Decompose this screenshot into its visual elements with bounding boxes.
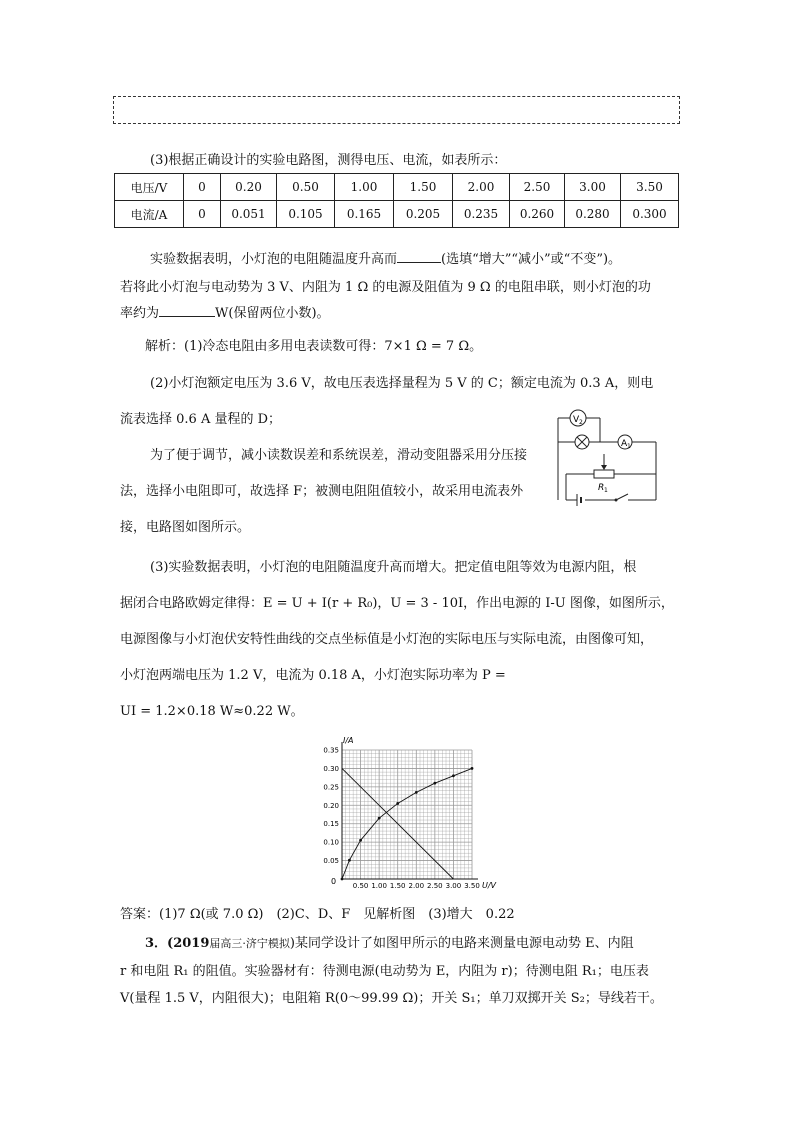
- data-point: [396, 802, 399, 805]
- table-cell: 0.205: [394, 201, 453, 228]
- next-question-line-1: [145, 932, 634, 951]
- y-tick-label: 0.15: [323, 820, 339, 829]
- resistor-label: R: [598, 483, 605, 493]
- next-question-line-2: r 和电阻 R₁ 的阻值。实验器材有：待测电源(电动势为 E，内阻为 r)；待测电阻 R₁；电压表: [120, 964, 649, 979]
- voltage-header: 电压/V: [115, 174, 184, 201]
- x-tick-label: 2.00: [408, 882, 425, 890]
- solution-2e: 接，电路图如图所示。: [120, 520, 251, 535]
- solution-3e: UI = 1.2×0.18 W≈0.22 W。: [120, 704, 304, 719]
- solution-3c: 电源图像与小灯泡伏安特性曲线的交点坐标值是小灯泡的实际电压与实际电流，由图像可知，: [120, 632, 654, 647]
- solution-2d: 法，选择小电阻即可，故选择 F；被测电阻阻值较小，故采用电流表外: [120, 484, 524, 499]
- question-line-2: 若将此小灯泡与电动势为 3 V、内阻为 1 Ω 的电源及阻值为 9 Ω 的电阻串联，则小灯泡的功: [120, 280, 651, 295]
- q3-intro: (3)根据正确设计的实验电路图，测得电压、电流，如表所示：: [150, 153, 507, 168]
- table-cell: 0.051: [221, 201, 277, 228]
- x-axis-label: U/V: [482, 881, 497, 890]
- y-axis-label: I/A: [343, 736, 354, 745]
- question-text: (选填“增大”“减小”或“不变”)。: [441, 252, 622, 267]
- data-point: [471, 767, 474, 770]
- data-point: [359, 839, 362, 842]
- x-tick-label: 1.00: [371, 882, 387, 890]
- table-cell: 2.00: [453, 174, 510, 201]
- current-header: 电流/A: [115, 201, 184, 228]
- answer-blank: [159, 304, 215, 317]
- origin-label: 0: [331, 877, 337, 886]
- solution-2a: (2)小灯泡额定电压为 3.6 V，故电压表选择量程为 5 V 的 C；额定电流为 0.3 A，则电: [150, 376, 654, 391]
- y-tick-label: 0.35: [323, 746, 339, 755]
- table-cell: 2.50: [510, 174, 565, 201]
- resistor-subscript: 1: [604, 487, 608, 494]
- question-number: 3．(2019: [145, 936, 210, 951]
- table-cell: 0.105: [277, 201, 335, 228]
- question-text: )某同学设计了如图甲所示的电路来测量电源电动势 E、内阻: [289, 936, 634, 951]
- table-cell: 0.260: [510, 201, 565, 228]
- x-tick-label: 2.50: [427, 882, 443, 890]
- y-tick-label: 0.20: [323, 801, 339, 810]
- solution-3d: 小灯泡两端电压为 1.2 V，电流为 0.18 A，小灯泡实际功率为 P =: [120, 668, 506, 683]
- table-cell: 1.00: [335, 174, 394, 201]
- table-cell: 0.20: [221, 174, 277, 201]
- chart-major-grid: [342, 742, 478, 879]
- data-point: [341, 878, 344, 881]
- solution-2b: 流表选择 0.6 A 量程的 D；: [120, 412, 282, 427]
- voltmeter-subscript: 2: [579, 419, 583, 426]
- data-point: [433, 782, 436, 785]
- table-row: [115, 174, 679, 201]
- answer-blank: [397, 250, 441, 263]
- voltmeter-label: V: [573, 415, 580, 425]
- next-question-line-3: V(量程 1.5 V，内阻很大)；电阻箱 R(0～99.99 Ω)；开关 S₁；单刀双掷开关 S₂；导线若干。: [120, 991, 663, 1006]
- table-cell: 3.50: [621, 174, 679, 201]
- data-point: [452, 774, 455, 777]
- x-tick-label: 3.50: [464, 882, 480, 890]
- ammeter-label: A: [621, 439, 628, 449]
- iu-chart: [310, 730, 510, 895]
- y-tick-label: 0.25: [323, 783, 339, 792]
- ammeter-subscript: 1: [627, 443, 631, 450]
- table-cell: 0.280: [565, 201, 621, 228]
- question-text: 实验数据表明，小灯泡的电阻随温度升高而: [150, 252, 398, 267]
- switch-icon: [615, 499, 618, 502]
- solution-3b: 据闭合电路欧姆定律得：E = U + I(r + R₀)，U = 3 - 10I，作出电源的 I-U 图像，如图所示，: [120, 596, 674, 611]
- rheostat-icon: [594, 470, 614, 478]
- table-cell: 0.235: [453, 201, 510, 228]
- y-tick-label: 0.05: [323, 857, 339, 866]
- slider-arrow-icon: [601, 465, 607, 470]
- table-cell: 3.00: [565, 174, 621, 201]
- solution-3a: (3)实验数据表明，小灯泡的电阻随温度升高而增大。把定值电阻等效为电源内阻，根: [150, 560, 637, 575]
- table-cell: 0: [184, 201, 221, 228]
- solution-2c: 为了便于调节，减小读数误差和系统误差，滑动变阻器采用分压接: [150, 448, 528, 463]
- table-cell: 0.50: [277, 174, 335, 201]
- data-point: [348, 859, 351, 862]
- data-point: [378, 817, 381, 820]
- table-cell: 0.300: [621, 201, 679, 228]
- x-tick-label: 3.00: [445, 882, 462, 890]
- x-tick-label: 0.50: [352, 882, 369, 890]
- question-text: W(保留两位小数)。: [215, 306, 330, 321]
- question-text: 率约为: [120, 306, 160, 321]
- source-tag: 届高三·济宁模拟: [209, 937, 290, 950]
- circuit-diagram: [548, 408, 663, 508]
- question-line-3: [120, 302, 330, 321]
- data-point: [415, 791, 418, 794]
- table-cell: 1.50: [394, 174, 453, 201]
- answer-box: [113, 96, 680, 124]
- chart-minor-grid: [342, 750, 472, 879]
- y-tick-label: 0.30: [323, 764, 339, 773]
- solution-1: 解析：(1)冷态电阻由多用电表读数可得：7×1 Ω = 7 Ω。: [145, 339, 483, 354]
- question-line-1: [150, 248, 621, 267]
- data-table: [114, 173, 679, 228]
- answer-line: 答案：(1)7 Ω(或 7.0 Ω) (2)C、D、F 见解析图 (3)增大 0.22: [120, 907, 515, 922]
- table-cell: 0.165: [335, 201, 394, 228]
- x-tick-label: 1.50: [389, 882, 406, 890]
- table-row: [115, 201, 679, 228]
- y-tick-label: 0.10: [323, 838, 339, 847]
- table-cell: 0: [184, 174, 221, 201]
